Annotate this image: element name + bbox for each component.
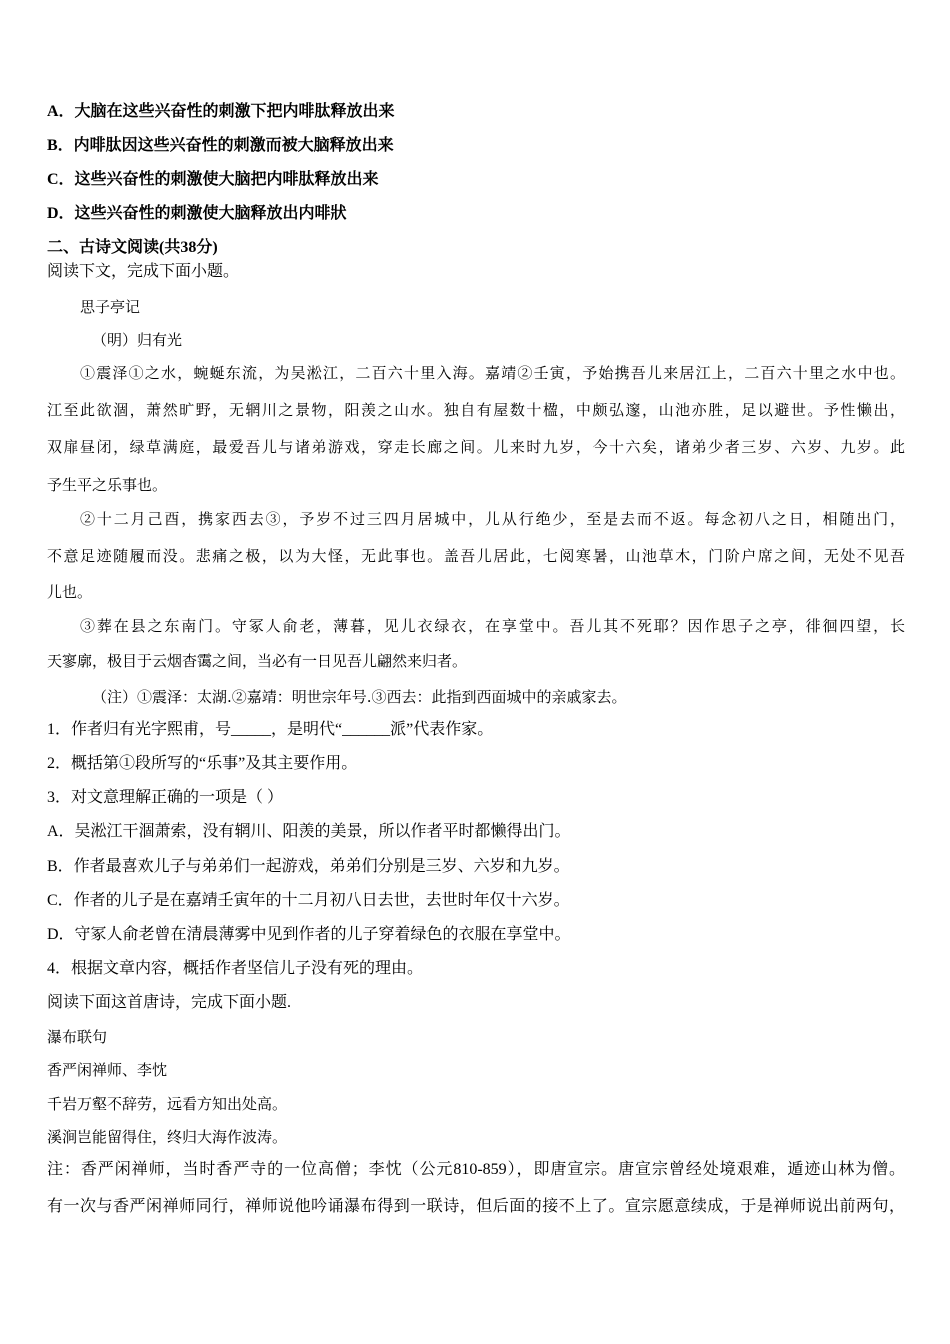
poem-instruction: 阅读下面这首唐诗，完成下面小题. [47,994,292,1011]
option-c: C．这些兴奋性的刺激使大脑把内啡肽释放出来 [47,171,379,188]
poem-title: 瀑布联句 [47,1028,108,1046]
paragraph-2-line: 儿也。 [47,583,93,601]
passage-note: （注）①震泽：太湖.②嘉靖：明世宗年号.③西去：此指到西面城中的亲戚家去。 [92,688,627,706]
question-3-option-a: A．吴淞江干涸萧索，没有辋川、阳羡的美景，所以作者平时都懒得出门。 [47,823,571,840]
paragraph-2-line: 不意足迹随履而没。悲痛之极，以为大怪，无此事也。盖吾儿居此，七阅寒暑，山池草木，门阶户席之间，无处不见吾 [47,547,905,565]
question-3-option-d: D．守冢人俞老曾在清晨薄雾中见到作者的儿子穿着绿色的衣服在享堂中。 [47,926,571,943]
paragraph-1-line: 予生平之乐事也。 [47,476,168,494]
section-instruction: 阅读下文，完成下面小题。 [47,263,240,280]
question-4: 4．根据文章内容，概括作者坚信儿子没有死的理由。 [47,960,424,977]
option-a: A．大脑在这些兴奋性的刺激下把内啡肽释放出来 [47,103,395,120]
option-d: D．这些兴奋性的刺激使大脑释放出内啡狀 [47,205,347,222]
question-3-option-c: C．作者的儿子是在嘉靖壬寅年的十二月初八日去世，去世时年仅十六岁。 [47,892,570,909]
question-2: 2．概括第①段所写的“乐事”及其主要作用。 [47,755,358,772]
poem-line-2: 溪涧岂能留得住，终归大海作波涛。 [47,1128,288,1146]
question-3: 3．对文意理解正确的一项是（ ） [47,789,284,806]
poem-note-line: 注：香严闲禅师，当时香严寺的一位高僧；李忱（公元810-859），即唐宣宗。唐宣宗曾经处境艰难，遁迹山林为僧。 [47,1161,905,1178]
passage-author: （明）归有光 [92,331,183,349]
paragraph-1-line: 江至此欲涸，萧然旷野，无辋川之景物，阳羡之山水。独自有屋数十楹，中颇弘邃，山池亦胜，足以避世。予性懒出， [47,401,905,419]
question-3-option-b: B．作者最喜欢儿子与弟弟们一起游戏，弟弟们分别是三岁、六岁和九岁。 [47,858,570,875]
paragraph-1-line: ①震泽①之水，蜿蜒东流，为吴淞江，二百六十里入海。嘉靖②壬寅，予始携吾儿来居江上，二百六十里之水中也。 [80,364,905,382]
paragraph-1-line: 双扉昼闭，绿草满庭，最爱吾儿与诸弟游戏，穿走长廊之间。儿来时九岁，今十六矣，诸弟少者三岁、六岁、九岁。此 [47,438,905,456]
poem-line-1: 千岩万壑不辞劳，远看方知出处高。 [47,1095,288,1113]
section-heading: 二、古诗文阅读(共38分) [47,239,218,256]
poem-note-line: 有一次与香严闲禅师同行，禅师说他吟诵瀑布得到一联诗，但后面的接不上了。宣宗愿意续成，于是禅师说出前两句， [47,1198,905,1215]
poem-authors: 香严闲禅师、李忱 [47,1061,168,1079]
passage-title: 思子亭记 [80,298,141,316]
paragraph-3-line: ③葬在县之东南门。守冢人俞老，薄暮，见儿衣绿衣，在享堂中。吾儿其不死耶？因作思子之亭，徘徊四望，长 [80,617,905,635]
question-1: 1．作者归有光字熙甫，号_____，是明代“______派”代表作家。 [47,721,494,738]
paragraph-2-line: ②十二月己酉，携家西去③，予岁不过三四月居城中，儿从行绝少，至是去而不返。每念初八之日，相随出门， [80,510,905,528]
paragraph-3-line: 天寥廓，极目于云烟杳霭之间，当必有一日见吾儿翩然来归者。 [47,652,468,670]
option-b: B．内啡肽因这些兴奋性的刺激而被大脑释放出来 [47,137,394,154]
